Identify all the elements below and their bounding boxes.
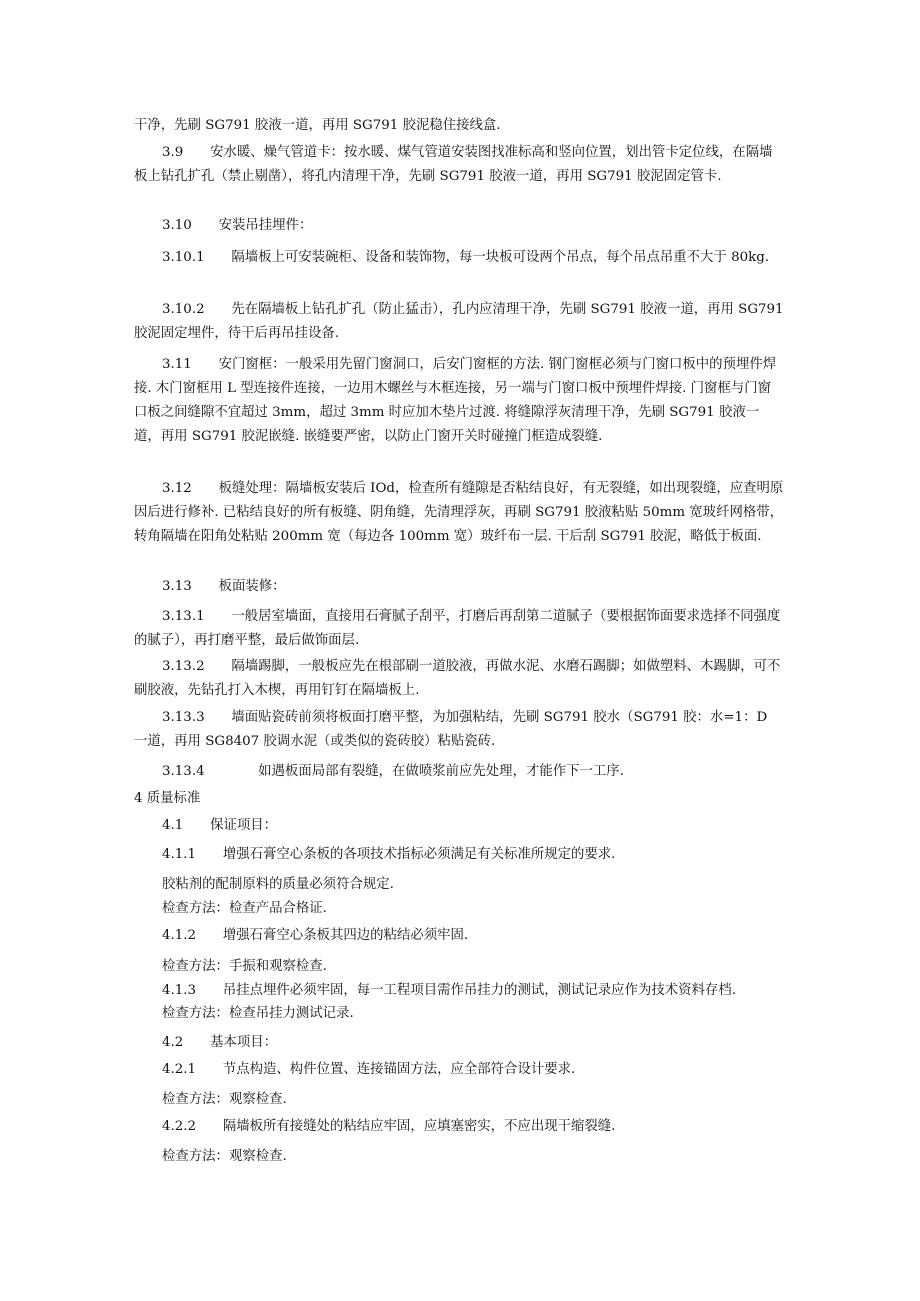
section-4-heading: 4 质量标准: [134, 791, 201, 806]
paragraph-4-2-1: 4.2.1 节点构造、构件位置、连接锚固方法，应全部符合设计要求.: [162, 1062, 576, 1077]
paragraph-3-12: 3.12 板缝处理：隔墙板安装后 IOd，检查所有缝隙是否粘结良好，有无裂缝，如出现裂缝，应查明原因后进行修补. 已粘结良好的所有板缝、阴角缝，先清理浮灰，再刷 SG791 胶液粘贴 50mm 宽玻纤网格带，转角隔墙在阳角处粘贴 200mm 宽（每边各 100mm 宽）玻纤布一层. 干后刮 SG791 胶泥，略低于板面.: [134, 481, 784, 544]
paragraph-continuation: 干净，先刷 SG791 胶液一道，再用 SG791 胶泥稳住接线盒.: [134, 118, 501, 133]
paragraph-3-13-1: 3.13.1 一般居室墙面，直接用石膏腻子刮平，打磨后再刮第二道腻子（要根据饰面要求选择不同强度的腻子），再打磨平整，最后做饰面层.: [134, 609, 781, 648]
paragraph-4-1-2: 4.1.2 增强石膏空心条板其四边的粘结必须牢固.: [162, 928, 469, 943]
paragraph-3-10-2: 3.10.2 先在隔墙板上钻孔扩孔（防止猛击），孔内应清理干净，先刷 SG791 胶液一道，再用 SG791 胶泥固定埋件，待干后再吊挂设备.: [134, 302, 784, 341]
paragraph-4-2-2: 4.2.2 隔墙板所有接缝处的粘结应牢固，应填塞密实，不应出现干缩裂缝.: [162, 1119, 616, 1134]
paragraph-3-11: 3.11 安门窗框：一般采用先留门窗洞口，后安门窗框的方法. 钢门窗框必须与门窗口板中的预埋件焊接. 木门窗框用 L 型连接件连接，一边用木螺丝与木框连接，另一端与门窗口板中预埋件焊接. 门窗框与门窗口板之间缝隙不宜超过 3mm，超过 3mm 时应加木垫片过渡. 将缝隙浮灰清理干净，先刷 SG791 胶液一道，再用 SG791 胶泥嵌缝. 嵌缝要严密，以防止门窗开关时碰撞门框造成裂缝.: [134, 357, 777, 444]
paragraph-3-13-4: 3.13.4 如遇板面局部有裂缝，在做喷浆前应先处理，才能作下一工序.: [162, 764, 624, 779]
paragraph-4-1-1: 4.1.1 增强石膏空心条板的各项技术指标必须满足有关标准所规定的要求.: [162, 847, 616, 862]
paragraph-3-13-3: 3.13.3 墙面贴瓷砖前须将板面打磨平整，为加强粘结，先刷 SG791 胶水（SG791 胶：水=1：D 一道，再用 SG8407 胶调水泥（或类似的瓷砖胶）粘贴瓷砖.: [134, 710, 768, 749]
paragraph-3-10-1: 3.10.1 隔墙板上可安装碗柜、设备和装饰物，每一块板可设两个吊点，每个吊点吊重不大于 80kg.: [162, 250, 770, 265]
check-method-4: 检查方法：观察检查.: [162, 1092, 287, 1107]
paragraph-3-10: 3.10 安装吊挂埋件：: [162, 218, 313, 233]
paragraph-3-13-2: 3.13.2 隔墙踢脚，一般板应先在根部刷一道胶液，再做水泥、水磨石踢脚；如做塑料、木踢脚，可不刷胶液，先钻孔打入木楔，再用钉钉在隔墙板上.: [134, 659, 781, 698]
check-method-2: 检查方法：手振和观察检查.: [162, 959, 327, 974]
check-method-1: 检查方法：检查产品合格证.: [162, 901, 327, 916]
paragraph-4-1-1-b: 胶粘剂的配制原料的质量必须符合规定.: [162, 877, 394, 892]
paragraph-3-9: 3.9 安水暖、燥气管道卡：按水暖、煤气管道安装图找准标高和竖向位置，划出管卡定位线，在隔墙板上钻孔扩孔（禁止剔凿），将孔内清理干净，先刷 SG791 胶液一道，再用 SG791 胶泥固定管卡.: [134, 145, 773, 184]
paragraph-4-2: 4.2 基本项目：: [162, 1035, 278, 1050]
paragraph-4-1: 4.1 保证项目：: [162, 818, 278, 833]
paragraph-4-1-3: 4.1.3 吊挂点埋件必须牢固，每一工程项目需作吊挂力的测试，测试记录应作为技术资料存档.: [162, 983, 736, 998]
check-method-5: 检查方法：观察检查.: [162, 1149, 287, 1164]
paragraph-3-13: 3.13 板面装修：: [162, 579, 286, 594]
check-method-3: 检查方法：检查吊挂力测试记录.: [162, 1006, 354, 1021]
